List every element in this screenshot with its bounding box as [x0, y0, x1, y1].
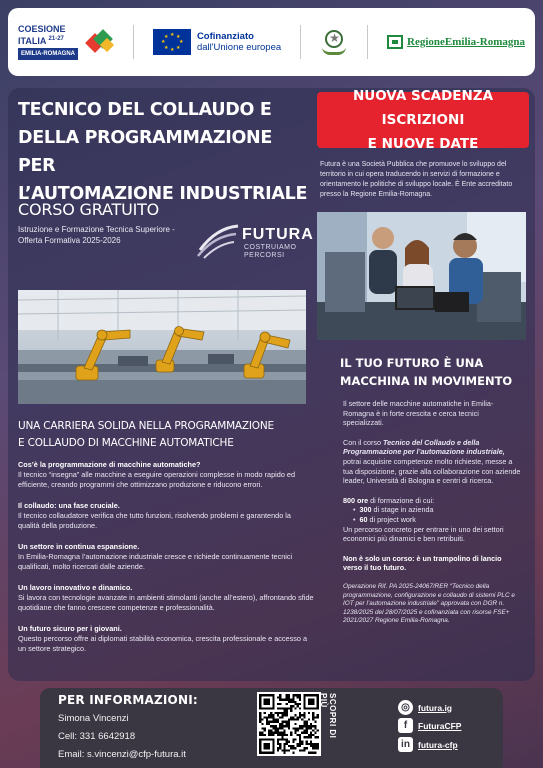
logo-header-bar: [8, 8, 535, 76]
students-team-photo: [317, 212, 526, 340]
eu-flag-icon: ★ ★ ★ ★ ★ ★ ★ ★: [153, 29, 191, 55]
info-section: Il collaudo: una fase cruciale. Il tecnico collaudatore verifica che tutto funzioni, risolvendo problemi e garantendo la qualità della produzione.: [18, 501, 291, 530]
career-heading-line: E COLLAUDO DI MACCHINE AUTOMATICHE: [18, 437, 234, 449]
career-heading-line: UNA CARRIERA SOLIDA NELLA PROGRAMMAZIONE: [18, 420, 274, 432]
course-title-line: DELLA PROGRAMMAZIONE PER: [18, 128, 273, 176]
left-column-text: [18, 460, 314, 665]
rer-mark-icon: [387, 35, 403, 49]
futura-wordmark: FUTURA: [242, 226, 314, 243]
future-heading: [340, 354, 520, 390]
social-instagram-link[interactable]: ◎ futura.ig: [398, 700, 452, 715]
hours-block: 800 ore di formazione di cui: • 300 di stage in azienda • 60 di project work Un percorso concreto per entrare in uno dei settori economici più dinamici e ben retribuiti.: [343, 496, 521, 545]
course-subtitle-line: Offerta Formativa 2025-2026: [18, 236, 121, 245]
future-heading-line: MACCHINA IN MOVIMENTO: [340, 374, 513, 388]
course-name-emphasis: Tecnico del Collaudo e della Programmazione per l’automazione industriale,: [343, 437, 505, 457]
course-title: [18, 96, 308, 208]
course-title-line: TECNICO DEL COLLAUDO E: [18, 100, 272, 120]
info-section: Un lavoro innovativo e dinamico. Si lavora con tecnologie avanzate in ambienti stimolanti (anche all’estero), affrontando sfide quotidiane che fanno crescere competenze e professionalità.: [18, 583, 314, 612]
futura-tagline: PERCORSI: [244, 252, 285, 259]
right-column-text: [343, 399, 521, 626]
deadline-line2: E NUOVE DATE: [367, 136, 479, 152]
future-heading-line: IL TUO FUTURO È UNA: [340, 356, 484, 370]
futura-tagline: COSTRUIAMO: [244, 244, 297, 251]
contact-email[interactable]: Email: s.vincenzi@cfp-futura.it: [58, 749, 186, 760]
hours-total: 800 ore: [343, 495, 369, 505]
coesione-line2: ITALIA: [18, 36, 46, 46]
path-paragraph: Un percorso concreto per entrare in uno dei settori economici più dinamici e ben retribuiti.: [343, 524, 504, 544]
course-title-line: L’AUTOMAZIONE INDUSTRIALE: [18, 184, 308, 204]
social-facebook-link[interactable]: f FuturaCFP: [398, 718, 461, 733]
futura-logo: [196, 218, 314, 264]
learn-more-label: SCOPRI DI PIÙ: [319, 693, 337, 739]
divider: [133, 25, 134, 59]
contact-title: PER INFORMAZIONI:: [58, 693, 198, 707]
social-linkedin-link[interactable]: in futura-cfp: [398, 737, 458, 752]
divider: [367, 25, 368, 59]
rer-name: RegioneEmilia-Romagna: [407, 36, 525, 48]
list-item: • 60 di project work: [353, 515, 521, 525]
springboard-paragraph: Non è solo un corso: è un trampolino di lancio verso il tuo futuro.: [343, 553, 502, 573]
sector-paragraph: Il settore delle macchine automatiche in Emilia-Romagna è in forte crescita e cerca tecnici specializzati.: [343, 399, 494, 428]
coesione-mark-icon: [84, 28, 114, 56]
info-section: Un settore in continua espansione. In Emilia-Romagna l’automazione industriale cresce e richiede continuamente tecnici qualificati, molto ricercati dalle aziende.: [18, 542, 293, 571]
eu-line2: dall'Unione europea: [196, 42, 282, 53]
eu-cofunded-logo: [153, 29, 281, 55]
course-subtitle-line: Istruzione e Formazione Tecnica Superiore -: [18, 225, 175, 234]
factory-robots-photo: [18, 290, 306, 404]
facebook-icon: f: [398, 718, 413, 733]
list-item: • 300 di stage in azienda: [353, 505, 521, 515]
deadline-line1: NUOVA SCADENZA ISCRIZIONI: [352, 88, 494, 128]
italian-republic-emblem-icon: [320, 27, 348, 57]
coesione-years: 21-27: [48, 36, 64, 42]
linkedin-icon: in: [398, 737, 413, 752]
divider: [300, 25, 301, 59]
regione-emilia-romagna-logo: [387, 35, 525, 49]
info-section: Un futuro sicuro per i giovani. Questo percorso offre ai diplomati stabilità economica, crescita professionale e accesso a un settore strategico.: [18, 624, 308, 653]
course-subtitle: [18, 224, 208, 246]
qr-code[interactable]: [257, 692, 321, 756]
deadline-banner: [317, 88, 529, 152]
futura-swoosh-icon: [196, 220, 240, 260]
career-heading: [18, 418, 308, 452]
coesione-line1: COESIONE: [18, 24, 66, 34]
info-section: Cos’è la programmazione di macchine automatiche? Il tecnico “insegna” alle macchine a eseguire operazioni complesse in modo rapido ed efficiente, creando programmi che ottimizzano produzione e riducono errori.: [18, 460, 296, 489]
coesione-italia-logo: [18, 24, 114, 60]
instagram-icon: ◎: [398, 700, 413, 715]
funding-note: Operazione Rif. PA 2025-24067/RER “Tecnico della programmazione, configurazione e collaudo di sistemi PLC e IOT per l’automazione industriale” approvata con DGR n. 1238/2025 del 28/07/2025 e cofinanziata con risorse FSE+ 2021/2027 Regione Emilia-Romagna.: [343, 583, 515, 625]
eu-line1: Cofinanziato: [196, 31, 254, 42]
contact-name: Simona Vincenzi: [58, 713, 129, 724]
contact-cell[interactable]: Cell: 331 6642918: [58, 731, 136, 742]
futura-description: Futura è una Società Pubblica che promuove lo sviluppo del territorio in cui opera traducendo in servizi di formazione e orientamento le politiche di sviluppo locale. È Ente accreditato presso la Regione Emilia-Romagna.: [320, 161, 513, 198]
free-course-label: CORSO GRATUITO: [18, 200, 160, 219]
coesione-region: EMILIA-ROMAGNA: [18, 48, 78, 60]
course-paragraph: Con il corso Tecnico del Collaudo e della Programmazione per l’automazione industriale, potrai acquisire competenze molto richieste, messe a tua disposizione, grazie alla collaborazione con aziende leader, Università di Bologna e centri di ricerca.: [343, 437, 521, 486]
